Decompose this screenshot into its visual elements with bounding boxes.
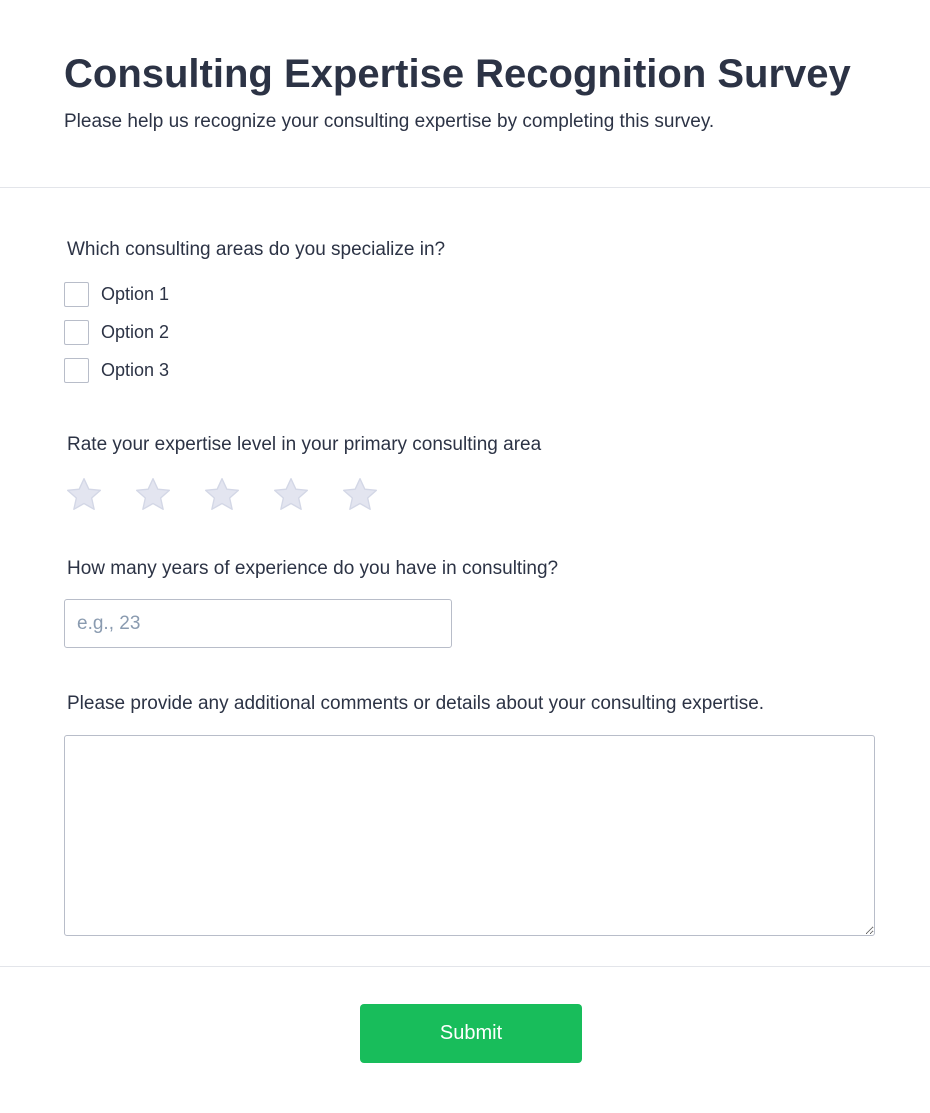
checkbox[interactable] — [64, 358, 89, 383]
star-icon[interactable] — [202, 475, 242, 515]
years-question-label: How many years of experience do you have in consulting? — [67, 558, 559, 579]
page-subtitle: Please help us recognize your consulting expertise by completing this survey. — [64, 111, 715, 132]
specialization-option-2[interactable] — [64, 320, 169, 345]
specialization-option-3[interactable] — [64, 358, 169, 383]
years-experience-input[interactable] — [64, 599, 452, 648]
submit-button[interactable]: Submit — [360, 1004, 582, 1063]
option-label: Option 3 — [101, 360, 170, 380]
checkbox[interactable] — [64, 282, 89, 307]
star-icon[interactable] — [271, 475, 311, 515]
rating-question-label: Rate your expertise level in your primary consulting area — [67, 434, 542, 455]
comments-textarea[interactable] — [64, 735, 875, 936]
specialization-option-1[interactable] — [64, 282, 169, 307]
form-header — [0, 0, 930, 188]
star-icon[interactable] — [64, 475, 104, 515]
option-label: Option 1 — [101, 284, 170, 304]
star-icon[interactable] — [133, 475, 173, 515]
specialization-question-label: Which consulting areas do you specialize in? — [67, 239, 446, 260]
star-rating[interactable] — [64, 475, 409, 515]
checkbox[interactable] — [64, 320, 89, 345]
comments-question-label: Please provide any additional comments or details about your consulting expertise. — [67, 693, 765, 714]
page-title: Consulting Expertise Recognition Survey — [64, 52, 851, 96]
footer-divider — [0, 966, 930, 967]
star-icon[interactable] — [340, 475, 380, 515]
option-label: Option 2 — [101, 322, 170, 342]
